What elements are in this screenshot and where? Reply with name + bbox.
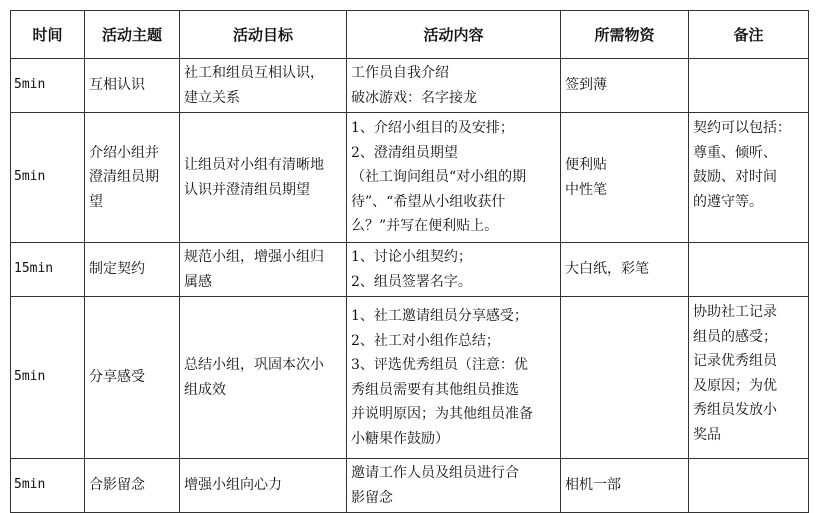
cell-materials xyxy=(561,459,689,513)
cell-notes-line: 奖品 xyxy=(693,426,721,443)
cell-notes-line: 鼓励、对时间 xyxy=(693,169,777,185)
cell-theme-line: 望 xyxy=(89,193,103,210)
cell-materials xyxy=(561,243,689,297)
cell-theme xyxy=(85,113,180,243)
header-materials: 所需物资 xyxy=(561,11,689,59)
cell-time: 15min xyxy=(11,243,85,297)
table-row xyxy=(11,459,809,513)
cell-time: 5min xyxy=(11,459,85,513)
cell-content-line: 小糖果作鼓励） xyxy=(351,430,449,447)
cell-theme xyxy=(85,297,180,459)
cell-notes-line: 组员的感受； xyxy=(693,328,777,345)
cell-theme xyxy=(85,243,180,297)
cell-content xyxy=(347,113,561,243)
cell-materials xyxy=(561,297,689,459)
cell-content-line: 待”、“希望从小组收获什 xyxy=(351,193,506,210)
cell-goal xyxy=(180,243,347,297)
cell-content-line: 工作员自我介绍 xyxy=(351,65,449,81)
cell-content xyxy=(347,459,561,513)
cell-notes-line: 秀组员发放小 xyxy=(693,402,777,418)
cell-theme-line: 互相认识 xyxy=(89,77,145,94)
activity-plan-table xyxy=(10,10,809,513)
cell-theme-line: 介绍小组并 xyxy=(89,144,159,161)
cell-materials xyxy=(561,59,689,113)
cell-theme-line: 制定契约 xyxy=(89,261,145,278)
cell-goal-line: 属感 xyxy=(184,273,212,290)
cell-goal xyxy=(180,59,347,113)
cell-theme xyxy=(85,59,180,113)
cell-goal xyxy=(180,297,347,459)
cell-materials-line: 大白纸，彩笔 xyxy=(565,261,649,278)
header-theme: 活动主题 xyxy=(85,11,180,59)
cell-goal xyxy=(180,459,347,513)
header-notes: 备注 xyxy=(689,11,809,59)
cell-content-line: 1、介绍小组目的及安排； xyxy=(351,120,514,137)
cell-content-line: 2、组员签署名字。 xyxy=(351,273,472,290)
cell-content xyxy=(347,243,561,297)
cell-content-line: 并说明原因；为其他组员准备 xyxy=(351,406,533,422)
header-goal: 活动目标 xyxy=(180,11,347,59)
table-row xyxy=(11,113,809,243)
cell-goal-line: 社工和组员互相认识， xyxy=(184,65,324,81)
cell-notes-line: 的遵守等。 xyxy=(693,193,763,210)
cell-content-line: （社工询问组员“对小组的期 xyxy=(351,169,527,186)
cell-content-line: 3、评选优秀组员（注意：优 xyxy=(351,357,528,373)
cell-content-line: 么？”并写在便利贴上。 xyxy=(351,218,499,235)
header-time: 时间 xyxy=(11,11,85,59)
cell-goal-line: 增强小组向心力 xyxy=(184,477,282,494)
cell-content xyxy=(347,297,561,459)
cell-time: 5min xyxy=(11,113,85,243)
cell-theme-line: 澄清组员期 xyxy=(89,169,159,186)
cell-goal xyxy=(180,113,347,243)
cell-notes-line: 尊重、倾听、 xyxy=(693,144,777,161)
cell-materials-line: 便利贴 xyxy=(565,157,607,173)
cell-content-line: 破冰游戏：名字接龙 xyxy=(351,89,477,106)
cell-notes xyxy=(689,297,809,459)
cell-content xyxy=(347,59,561,113)
cell-content-line: 2、澄清组员期望 xyxy=(351,144,458,161)
cell-notes-line: 记录优秀组员 xyxy=(693,353,777,369)
cell-notes-line: 契约可以包括： xyxy=(693,120,791,136)
cell-notes-line: 协助社工记录 xyxy=(693,304,777,320)
cell-materials-line: 签到薄 xyxy=(565,77,607,94)
cell-notes-line: 及原因；为优 xyxy=(693,377,777,394)
cell-goal-line: 组成效 xyxy=(184,381,226,398)
cell-theme-line: 合影留念 xyxy=(89,477,145,494)
cell-theme xyxy=(85,459,180,513)
cell-content-line: 秀组员需要有其他组员推选 xyxy=(351,381,519,398)
cell-notes xyxy=(689,59,809,113)
header-content: 活动内容 xyxy=(347,11,561,59)
cell-content-line: 影留念 xyxy=(351,489,393,506)
cell-theme-line: 分享感受 xyxy=(89,369,145,386)
table-row xyxy=(11,243,809,297)
cell-materials xyxy=(561,113,689,243)
table-row xyxy=(11,59,809,113)
cell-goal-line: 规范小组，增强小组归 xyxy=(184,249,324,265)
cell-time: 5min xyxy=(11,59,85,113)
cell-goal-line: 认识并澄清组员期望 xyxy=(184,181,310,198)
cell-goal-line: 总结小组，巩固本次小 xyxy=(184,357,324,373)
cell-notes xyxy=(689,243,809,297)
cell-materials-line: 相机一部 xyxy=(565,477,621,494)
header-row xyxy=(11,11,809,59)
cell-goal-line: 建立关系 xyxy=(184,89,240,106)
cell-materials-line: 中性笔 xyxy=(565,181,607,198)
table-row xyxy=(11,297,809,459)
cell-goal-line: 让组员对小组有清晰地 xyxy=(184,157,324,173)
cell-notes xyxy=(689,459,809,513)
cell-content-line: 1、讨论小组契约； xyxy=(351,249,472,265)
cell-content-line: 2、社工对小组作总结； xyxy=(351,332,500,349)
cell-notes xyxy=(689,113,809,243)
cell-content-line: 1、社工邀请组员分享感受； xyxy=(351,308,528,324)
cell-time: 5min xyxy=(11,297,85,459)
cell-content-line: 邀请工作人员及组员进行合 xyxy=(351,465,519,481)
